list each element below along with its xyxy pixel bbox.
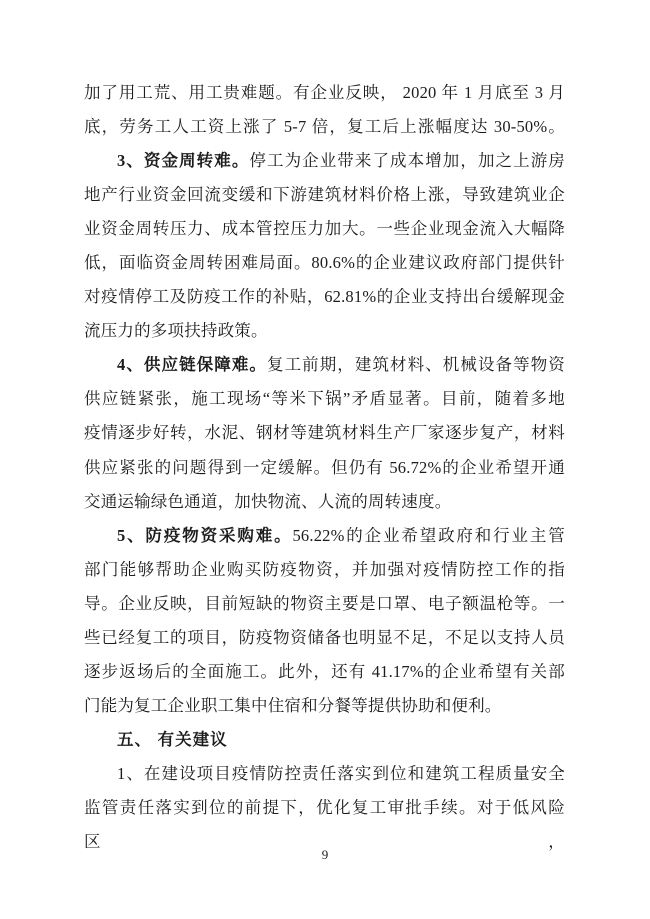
body-run: 业资金周转压力、成本管控压力加大。一些企业现金流入大幅降 — [84, 219, 565, 239]
document-body-text — [84, 76, 565, 852]
text-line — [84, 348, 565, 382]
body-run: 门能为复工企业职工集中住宿和分餐等提供协助和便利。 — [84, 695, 502, 715]
body-run: 交通运输绿色通道，加快物流、人流的周转速度。 — [84, 491, 452, 511]
text-line — [84, 519, 565, 553]
body-run: 复工前期，建筑材料、机械设备等物资 — [266, 355, 565, 375]
body-run: 部门能够帮助企业购买防疫物资，并加强对疫情防控工作的指 — [84, 559, 565, 579]
text-line — [84, 382, 565, 416]
heading-run: 3、资金周转难。 — [117, 151, 250, 171]
body-run: 供应紧张的问题得到一定缓解。但仍有 56.72%的企业希望开通 — [84, 457, 565, 477]
body-run: 地产行业资金回流变缓和下游建筑材料价格上涨，导致建筑业企 — [84, 185, 565, 205]
heading-run: 5、防疫物资采购难。 — [117, 525, 293, 545]
body-run: 供应链紧张，施工现场“等米下锅”矛盾显著。目前，随着多地 — [84, 389, 565, 409]
text-line — [84, 144, 565, 178]
body-run: 监管责任落实到位的前提下，优化复工审批手续。对于低风险区， — [84, 797, 565, 852]
body-run: 底，劳务工人工资上涨了 5-7 倍，复工后上涨幅度达 30-50%。 — [84, 117, 565, 137]
text-line — [84, 621, 565, 655]
text-line — [84, 655, 565, 689]
body-run: 低，面临资金周转困难局面。80.6%的企业建议政府部门提供针 — [84, 253, 565, 273]
text-line — [84, 280, 565, 314]
body-run: 1、在建设项目疫情防控责任落实到位和建筑工程质量安全 — [117, 763, 565, 783]
heading-run: 五、 有关建议 — [117, 730, 228, 749]
text-line — [84, 587, 565, 621]
text-line — [84, 314, 565, 348]
body-run: 逐步返场后的全面施工。此外，还有 41.17%的企业希望有关部 — [84, 661, 565, 681]
body-run: 些已经复工的项目，防疫物资储备也明显不足，不足以支持人员 — [84, 627, 565, 647]
body-run: 导。企业反映，目前短缺的物资主要是口罩、电子额温枪等。一 — [84, 593, 565, 613]
text-line — [84, 757, 565, 791]
body-run: 对疫情停工及防疫工作的补贴，62.81%的企业支持出台缓解现金 — [84, 287, 565, 307]
text-line — [84, 212, 565, 246]
text-line — [84, 723, 565, 757]
body-run: 疫情逐步好转，水泥、钢材等建筑材料生产厂家逐步复产，材料 — [84, 423, 565, 443]
text-line — [84, 416, 565, 450]
text-line — [84, 553, 565, 587]
text-line — [84, 451, 565, 485]
text-line — [84, 485, 565, 519]
page-number: 9 — [321, 847, 329, 862]
body-run: 流压力的多项扶持政策。 — [84, 321, 268, 341]
text-line — [84, 791, 565, 852]
body-run: 56.22%的企业希望政府和行业主管 — [292, 525, 565, 545]
text-line — [84, 246, 565, 280]
text-line — [84, 178, 565, 212]
text-line — [84, 110, 565, 144]
body-run: 停工为企业带来了成本增加，加之上游房 — [249, 151, 565, 171]
heading-run: 4、供应链保障难。 — [117, 355, 267, 375]
text-line — [84, 76, 565, 110]
body-run: 加了用工荒、用工贵难题。有企业反映， 2020 年 1 月底至 3 月 — [84, 83, 565, 102]
text-line — [84, 689, 565, 723]
